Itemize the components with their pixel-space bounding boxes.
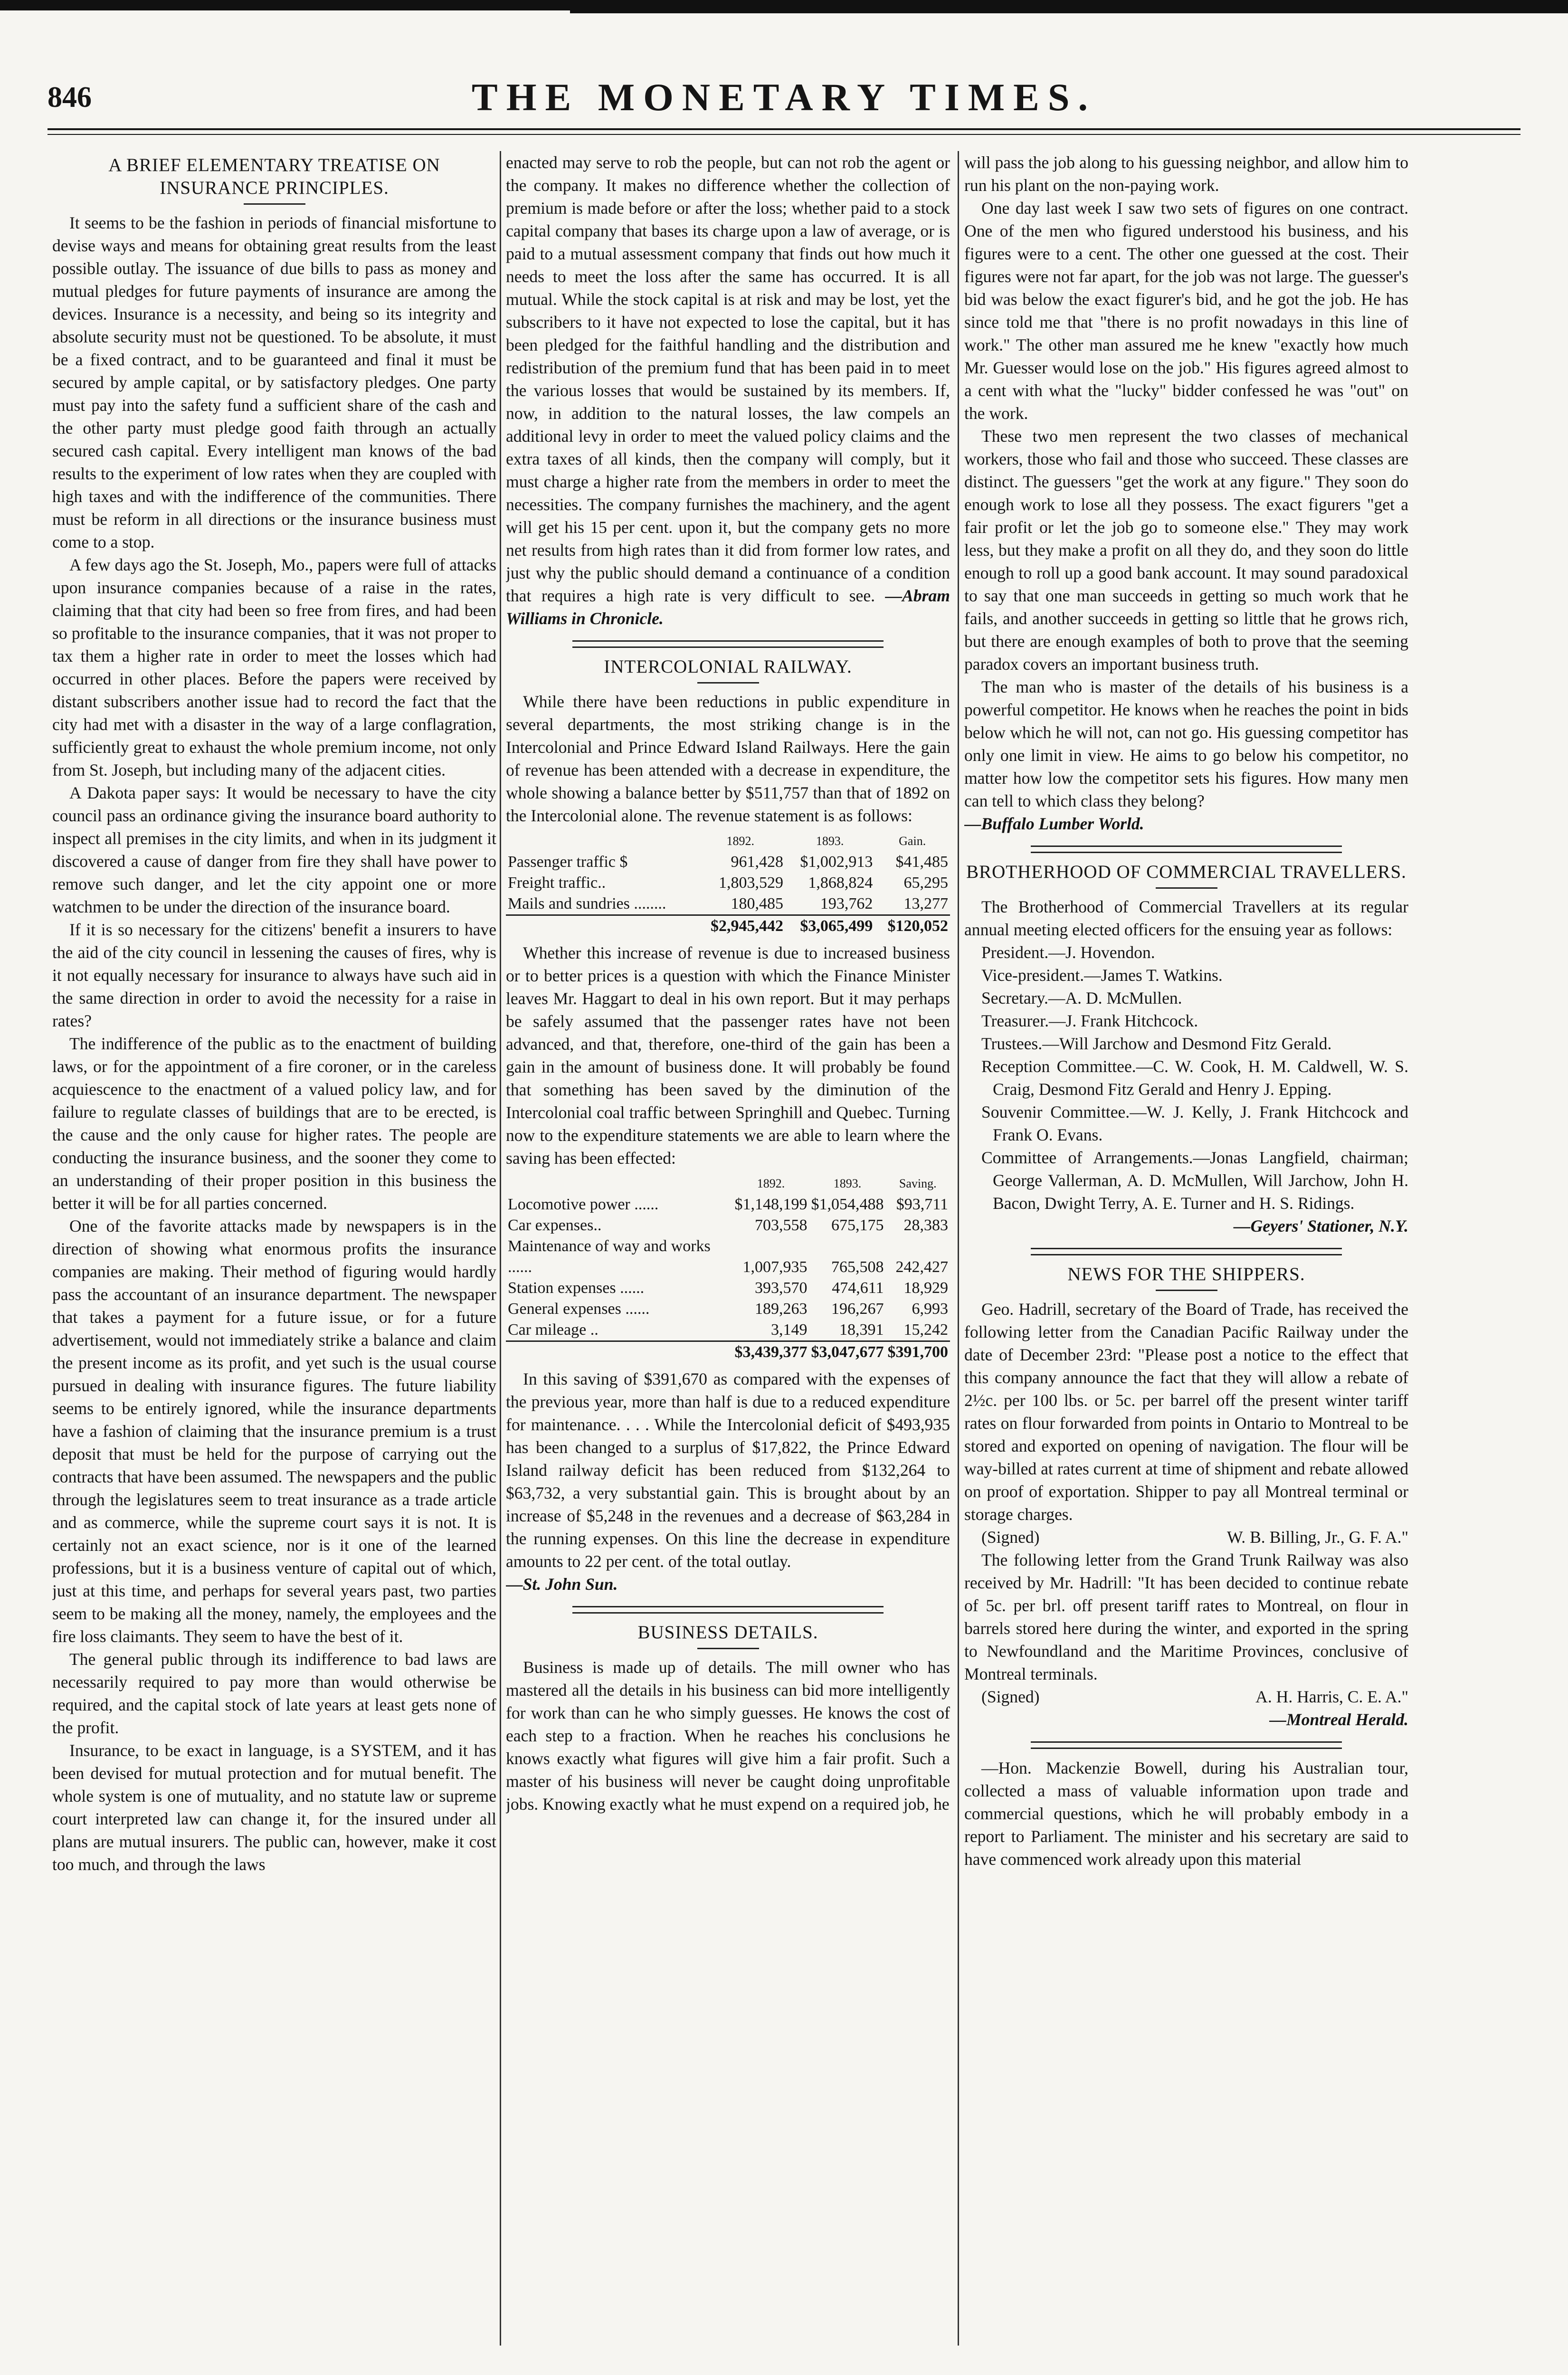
table-cell: 13,277 <box>903 895 948 912</box>
title-rule <box>697 1648 759 1649</box>
scan-top-edge <box>0 0 1568 10</box>
column-3 <box>964 151 1408 2360</box>
table-cell: $2,945,442 <box>696 915 785 937</box>
masthead-title: THE MONETARY TIMES. <box>472 76 1096 119</box>
shippers-paragraph: The following letter from the Grand Trunk Railway was also received by Mr. Hadrill: "It has been decided to continue rebate of 5c. per brl. off present tariff rates to Montreal, on flour in barrels stored here during the winter, and exported in the spring to Newfoundland and the Maritime Provinces, conclusive of Montreal terminals. <box>964 1550 1408 1683</box>
insurance-paragraph: Insurance, to be exact in language, is a SYSTEM, and it has been devised for mutual protection and for mutual benefit. The whole system is one of mutuality, and no statute law or supreme court interpreted law can change it, for the insured under all plans are mutual insurers. The public can, however, make it cost too much, and through the laws <box>52 1741 496 1874</box>
table-row <box>506 873 950 893</box>
article-title-brotherhood: BROTHERHOOD OF COMMERCIAL TRAVELLERS. <box>966 862 1406 882</box>
table-cell: 18,391 <box>839 1321 884 1339</box>
expense-header-row <box>506 1173 950 1194</box>
table-cell: 703,558 <box>755 1216 808 1234</box>
table-total-row <box>506 1341 950 1363</box>
insurance-paragraph: If it is so necessary for the citizens' benefit a insurers to have the aid of the city council in lessening the causes of fires, why is it not equally necessary for insurance to always have such aid in the same direction in order to avoid the necessity for a raise in rates? <box>52 920 496 1030</box>
section-separator <box>1031 846 1342 853</box>
table-cell: $93,711 <box>896 1196 948 1213</box>
column-divider-2 <box>958 151 959 2346</box>
table-row <box>506 1215 950 1236</box>
shippers-credit-text: —Montreal Herald. <box>1269 1710 1408 1729</box>
shippers-paragraph: Geo. Hadrill, secretary of the Board of Trade, has received the following letter from the Canadian Pacific Railway under the date of December 23rd: "Please post a notice to the effect that this company announce the fact that they will allow a rebate of 2½c. per 100 lbs. or 5c. per barrel off the present winter tariff rates on flour forwarded from points in Ontario to Montreal to be stored and exported on opening of navigation. The flour will be way-billed at rates current at time of shipment and rebate allowed on proof of exportation. Shipper to pay all Montreal terminal or storage charges. <box>964 1300 1408 1524</box>
railway-credit: —St. John Sun. <box>506 1575 618 1594</box>
table-cell: $1,002,913 <box>800 853 873 871</box>
table-cell: $391,700 <box>886 1341 950 1363</box>
table-row <box>506 852 950 873</box>
table-total-row <box>506 915 950 937</box>
bowell-paragraph: —Hon. Mackenzie Bowell, during his Australian tour, collected a mass of valuable information upon trade and commercial questions, which he will probably embody in a report to Parliament. The minister and his secretary are said to have commenced work already upon this material <box>964 1758 1408 1869</box>
table-cell: 1,868,824 <box>808 874 873 892</box>
insurance-paragraph: A few days ago the St. Joseph, Mo., papers were full of attacks upon insurance companies because of a raise in the rates, claiming that that city had been so free from fires, and had been so profitable to the insurance companies, that it was not proper to tax them a higher rate in order to meet the losses which had occurred in other places. Before the papers were received by distant subscribers another issue had to record the fact that the city had met with a disaster in the way of a large conflagration, sufficiently great to exhaust the whole premium income, not only from St. Joseph, but including many of the adjacent cities. <box>52 555 496 779</box>
signatory-name: A. H. Harris, C. E. A." <box>1255 1687 1408 1706</box>
table-cell: $1,148,199 <box>734 1196 808 1213</box>
section-separator <box>1031 1248 1342 1255</box>
table-cell: 3,149 <box>771 1321 808 1339</box>
officer-entry: Committee of Arrangements.—Jonas Langfield, chairman; George Vallerman, A. D. McMullen, Will Jarchow, John H. Bacon, Dwight Terry, A. E. Turner and H. S. Ridings. <box>981 1148 1408 1213</box>
table-header-cell: Gain. <box>899 834 926 848</box>
continuation-credit: —Abram Williams in Chronicle. <box>506 586 950 628</box>
insurance-paragraph: The general public through its indifference to bad laws are necessarily required to pay more than would otherwise be required, and the capital stock of late years at least gets none of the profit. <box>52 1650 496 1737</box>
signature-line <box>964 1685 1408 1708</box>
table-cell: Passenger traffic $ <box>508 853 628 871</box>
table-cell: $120,052 <box>874 915 950 937</box>
table-cell: 765,508 <box>831 1258 884 1276</box>
revenue-header-row <box>506 831 950 852</box>
signed-label: (Signed) <box>981 1528 1040 1547</box>
column-divider-1 <box>500 151 501 2346</box>
business-paragraph: These two men represent the two classes of mechanical workers, those who fail and those who succeed. These classes are distinct. The guessers "get the work at any figure." They soon do enough work to lose all they possess. The exact figurers "get a fair profit or let the job go to someone else." They may work less, but they make a profit on all they do, and they soon do little enough to roll up a good bank account. It may sound paradoxical to say that one man succeeds in getting so much work that he fails, and another succeeds in getting so little that he grows rich, but there are enough examples of both to prove that the seeming paradox covers an important business truth. <box>964 427 1408 674</box>
insurance-paragraph: It seems to be the fashion in periods of financial misfortune to devise ways and means for obtaining great results from the least possible outlay. The issuance of due bills to pass as money and mutual pledges for future payments of insurance are among the devices. Insurance is a necessity, and being so its integrity and absolute security must not be questioned. To be absolute, it must be a fixed contract, and to be guaranteed and final it must be secured by ample capital, or by satisfactory pledges. One party must pay into the safety fund a sufficient share of the cash and the other party must pledge good faith through an actually secured cash capital. Every intelligent man knows of the bad results to the experiment of low rates when they are coupled with high taxes and with the indifference of the communities. There must be reform in all directions or the insurance business must come to a stop. <box>52 213 496 551</box>
table-cell: 196,267 <box>831 1300 884 1318</box>
table-cell: $3,439,377 <box>733 1341 809 1363</box>
table-cell: 180,485 <box>731 895 783 912</box>
table-row <box>506 1320 950 1341</box>
table-cell: Maintenance of way and works ...... <box>508 1237 711 1276</box>
article-title-shippers: NEWS FOR THE SHIPPERS. <box>1067 1264 1305 1284</box>
table-cell <box>506 1341 733 1363</box>
table-header-cell <box>506 831 696 852</box>
business-credit-text: —Buffalo Lumber World. <box>964 814 1144 833</box>
railway-closing <box>506 1368 950 1596</box>
article-title-insurance: A BRIEF ELEMENTARY TREATISE ON INSURANCE PRINCIPLES. <box>108 155 440 198</box>
table-cell: 15,242 <box>903 1321 948 1339</box>
table-row <box>506 1236 950 1278</box>
table-cell: 242,427 <box>895 1258 948 1276</box>
signatory-name: W. B. Billing, Jr., G. F. A." <box>1226 1528 1408 1547</box>
table-cell: 1,803,529 <box>718 874 783 892</box>
table-cell: 961,428 <box>731 853 783 871</box>
officer-entry: President.—J. Hovendon. <box>981 943 1155 962</box>
article-title-business: BUSINESS DETAILS. <box>637 1622 818 1643</box>
officer-entry: Reception Committee.—C. W. Cook, H. M. Caldwell, W. S. Craig, Desmond Fitz Gerald and Henry J. Epping. <box>981 1057 1408 1099</box>
table-cell: Car mileage .. <box>508 1321 599 1339</box>
insurance-paragraph: One of the favorite attacks made by newspapers is in the direction of showing what enormous profits the insurance companies are making. Their method of figuring would hardly pass the accountant of an insurance department. The newspaper that takes a payment for a future issue, or for a future advertisement, would not immediately strike a balance and claim the present income as its profit, and yet such is the usual course pursued in dealing with insurance figures. The future liability seems to be entirely ignored, while the insurance departments have a fashion of claiming that the insurance premium is a trust deposit that must be held for the purpose of carrying out the contracts that have been assumed. The newspapers and the public through the legislatures seem to treat insurance as a trade article and as commerce, while the supreme court says it is not. It is certainly not an exact science, nor is it one of the learned professions, but it is a business venture of capital out of which, just at this time, and perhaps for several years past, two parties seem to be making all the money, namely, the employees and the fire loss claimants. They seem to have the best of it. <box>52 1216 496 1646</box>
business-paragraph: Business is made up of details. The mill owner who has mastered all the details in his business can bid more intelligently for work than can he who simply guesses. He knows the cost of each step to a fraction. When he reaches his conclusions he knows exactly what figures will give him a fair profit. Such a master of his business will never be caught doing unprofitable jobs. Knowing exactly what he must expend on a required job, he <box>506 1658 950 1814</box>
table-row <box>506 1194 950 1215</box>
table-cell: Freight traffic.. <box>508 874 606 892</box>
railway-closing-text: In this saving of $391,670 as compared with the expenses of the previous year, more than half is due to a reduced expenditure for maintenance. . . . While the Intercolonial deficit of $493,935 has been changed to a surplus of $17,822, the Prince Edward Island railway deficit has been reduced from $132,264 to $63,732, a very substantial gain. This is brought about by an increase of $5,248 in the revenues and a decrease of $63,284 in the running expenses. On this line the decrease in expenditure amounts to 22 per cent. of the total outlay. <box>506 1369 950 1571</box>
table-cell <box>506 915 696 937</box>
title-rule <box>1156 887 1217 889</box>
table-row <box>506 1299 950 1320</box>
section-separator <box>572 1606 884 1614</box>
table-cell: Station expenses ...... <box>508 1279 645 1297</box>
table-row <box>506 893 950 915</box>
title-rule <box>1156 1290 1217 1291</box>
continuation-text: enacted may serve to rob the people, but can not rob the agent or the company. It makes no difference whether the collection of premium is made before or after the loss; whether paid to a stock capital company that bases its charge upon a law of average, or is paid to a mutual assessment company that finds out how much it needs to meet the loss after the same has occurred. It is all mutual. While the stock capital is at risk and may be lost, yet the subscribers to it have not expected to lose the capital, but it has been pledged for the faithful handling and the distribution and redistribution of the premium fund that has been paid in to meet the various losses that would be sustained by its members. If, now, in addition to the natural losses, the law compels an additional levy in order to meet the valued policy claims and the extra taxes of all kinds, then the company will comply, but it must charge a higher rate from the members in order to meet the necessities. The company furnishes the machinery, and the agent will get his 15 per cent. upon it, but the company gets no more net results from high rates than it did from former low rates, and just why the public should demand a continuance of a condition that requires a high rate is very difficult to see. <box>506 153 950 605</box>
title-rule <box>697 682 759 684</box>
table-cell: $1,054,488 <box>811 1196 884 1213</box>
table-cell: $41,485 <box>895 853 948 871</box>
table-header-cell: 1892. <box>757 1177 785 1190</box>
officer-entry: Secretary.—A. D. McMullen. <box>981 988 1182 1007</box>
article-title-railway: INTERCOLONIAL RAILWAY. <box>604 656 852 677</box>
table-cell: 6,993 <box>912 1300 948 1318</box>
table-cell: Car expenses.. <box>508 1216 602 1234</box>
business-paragraph: One day last week I saw two sets of figures on one contract. One of the men who figured understood his business, and his figures were to a cent. The other one guessed at the cost. Their figures were not far apart, for the job was not large. The guesser's bid was below the exact figurer's bid, and he got the job. He has since told me that "there is no profit nowadays in this line of work." The other man assured me he knew "exactly how much Mr. Guesser would lose on the job." His figures agreed almost to a cent with what the "lucky" bidder confessed he was "out" on the work. <box>964 199 1408 423</box>
table-cell: Locomotive power ...... <box>508 1196 659 1213</box>
revenue-table <box>506 831 950 937</box>
brotherhood-credit-text: —Geyers' Stationer, N.Y. <box>1234 1216 1408 1235</box>
insurance-paragraph: The indifference of the public as to the enactment of building laws, or for the appointment of a fire coroner, or in the careless acquiescence to the enactment of a valued policy law, and for failure to regulate classes of buildings that are to be erected, is the cause and the only cause for higher rates. The people are conducting the insurance business, and the sooner they come to an understanding of their proper position in this business the better it will be for all parties concerned. <box>52 1034 496 1213</box>
business-credit <box>964 812 1408 835</box>
shippers-credit <box>964 1708 1408 1731</box>
table-header-cell: 1892. <box>726 834 754 848</box>
table-cell: 65,295 <box>903 874 948 892</box>
section-separator <box>1031 1741 1342 1749</box>
officer-entry: Vice-president.—James T. Watkins. <box>981 966 1223 985</box>
table-cell: 18,929 <box>903 1279 948 1297</box>
column-1 <box>52 151 496 2360</box>
expenditure-table <box>506 1173 950 1363</box>
table-cell: 474,611 <box>832 1279 884 1297</box>
page-number: 846 <box>48 81 92 114</box>
table-cell: $3,065,499 <box>785 915 874 937</box>
table-cell: 393,570 <box>755 1279 808 1297</box>
page-header <box>48 71 1520 124</box>
brotherhood-credit <box>964 1215 1408 1237</box>
table-cell: 193,762 <box>820 895 873 912</box>
column-2 <box>506 151 950 2360</box>
table-header-cell <box>506 1173 733 1194</box>
table-cell: General expenses ...... <box>508 1300 650 1318</box>
officer-entry: Souvenir Committee.—W. J. Kelly, J. Frank Hitchcock and Frank O. Evans. <box>981 1102 1408 1144</box>
table-cell: $3,047,677 <box>809 1341 886 1363</box>
header-rule-bottom <box>48 134 1520 135</box>
insurance-paragraph: A Dakota paper says: It would be necessary to have the city council pass an ordinance giving the insurance board authority to inspect all premises in the city limits, and when in its judgment it discovered a cause of danger from fire they shall have power to remove such danger, and let the city appoint one or more watchmen to be under the direction of the insurance board. <box>52 783 496 916</box>
title-rule <box>244 203 305 205</box>
signature-line <box>964 1526 1408 1548</box>
signed-label: (Signed) <box>981 1687 1040 1706</box>
business-continuation: will pass the job along to his guessing neighbor, and allow him to run his plant on the non-paying work. <box>964 153 1408 195</box>
table-cell: Mails and sundries ........ <box>508 895 666 912</box>
table-cell: 675,175 <box>831 1216 884 1234</box>
brotherhood-intro: The Brotherhood of Commercial Travellers at its regular annual meeting elected officers for the ensuing year as follows: <box>964 897 1408 939</box>
officer-entry: Trustees.—Will Jarchow and Desmond Fitz Gerald. <box>981 1034 1332 1053</box>
header-rule-top <box>48 128 1520 130</box>
table-header-cell: 1893. <box>833 1177 862 1190</box>
table-cell: 1,007,935 <box>742 1258 808 1276</box>
table-cell: 28,383 <box>903 1216 948 1234</box>
table-row <box>506 1278 950 1299</box>
scan-top-line <box>570 10 1568 13</box>
railway-middle: Whether this increase of revenue is due to increased business or to better prices is a question with which the Finance Minister leaves Mr. Haggart to deal in his own report. But it may perhaps be safely assumed that the passenger rates have not been advanced, and that, therefore, one-third of the gain has been a gain in the amount of business done. It will probably be found that something has been saved by the diminution of the Intercolonial coal traffic between Springhill and Quebec. Turning now to the expenditure statements we are able to learn where the saving has been effected: <box>506 943 950 1168</box>
insurance-continuation <box>506 151 950 630</box>
officer-entry: Treasurer.—J. Frank Hitchcock. <box>981 1011 1198 1030</box>
table-header-cell: 1893. <box>816 834 844 848</box>
table-header-cell: Saving. <box>899 1177 937 1190</box>
business-paragraph: The man who is master of the details of his business is a powerful competitor. He knows when he reaches the point in bids below which he will not, can not go. His guessing competitor has only one limit in view. He aims to go below his competitor, no matter how low the competitor sets his figures. How many men can tell to which class they belong? <box>964 677 1408 810</box>
section-separator <box>572 640 884 648</box>
railway-intro: While there have been reductions in public expenditure in several departments, the most striking change is in the Intercolonial and Prince Edward Island Railways. Here the gain of revenue has been attended with a decrease in expenditure, the whole showing a balance better by $511,757 than that of 1892 on the Intercolonial alone. The revenue statement is as follows: <box>506 692 950 825</box>
table-cell: 189,263 <box>755 1300 808 1318</box>
